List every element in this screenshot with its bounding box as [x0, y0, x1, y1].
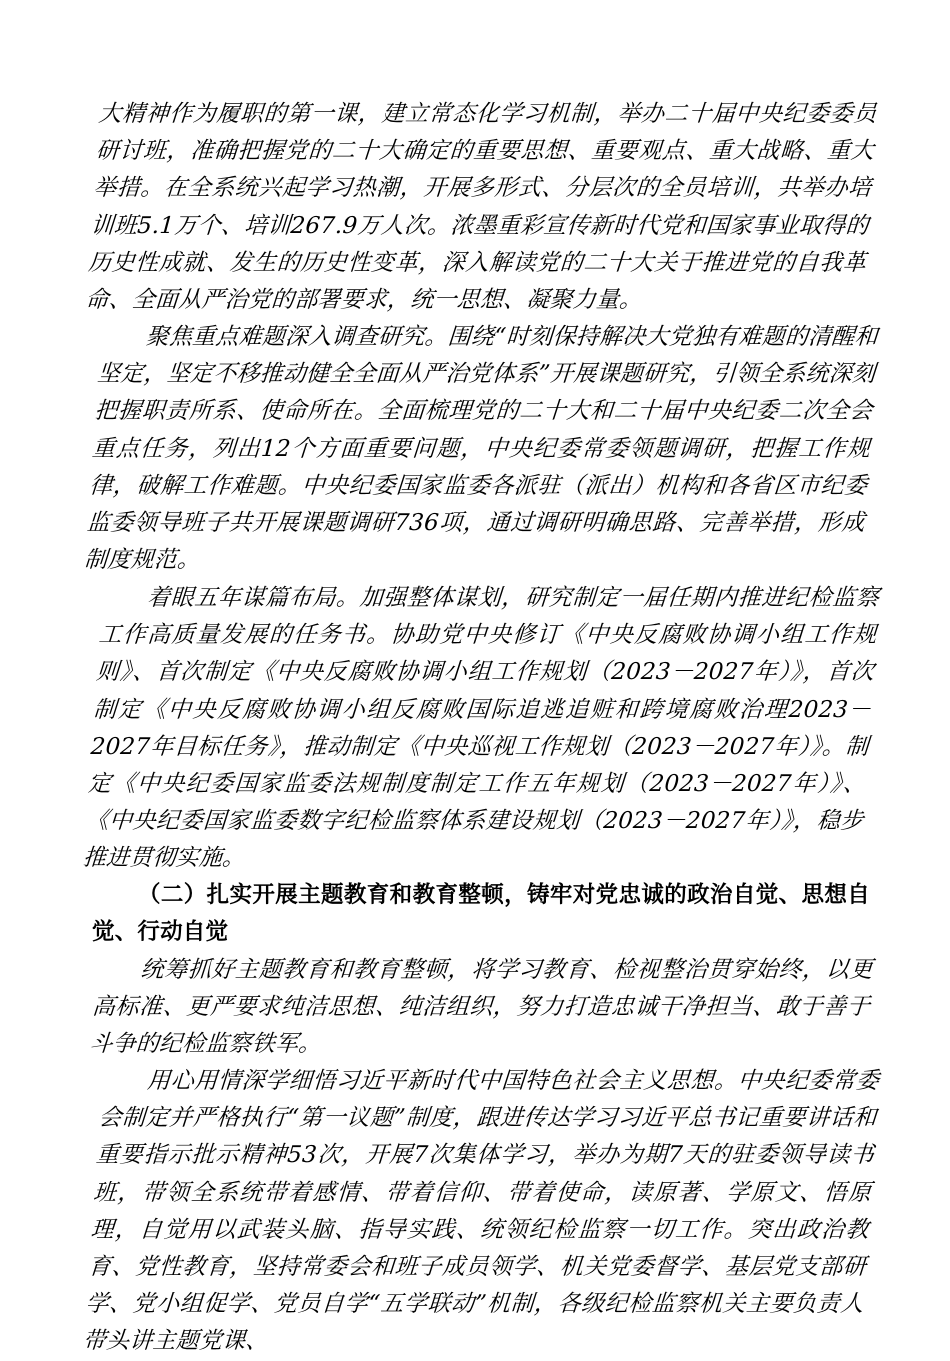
paragraph-study-thought: 用心用情深学细悟习近平新时代中国特色社会主义思想。中央纪委常委会制定并严格执行“第一议题”制度，跟进传达学习习近平总书记重要讲话和重要指示批示精神53次，开展7次集体学习，举办为期7天的驻委领导读书班，带领全系统带着感情、带着信仰、带着使命，读原著、学原文、悟原理，自觉用以武装头脑、指导实践、统领纪检监察一切工作。突出政治教育、党性教育，坚持常委会和班子成员领学、机关党委督学、基层党支部研学、党小组促学、党员自学“五学联动”机制，各级纪检监察机关主要负责人带头讲主题党课、	[82, 1068, 881, 1355]
section-heading: （二）扎实开展主题教育和教育整顿，铸牢对党忠诚的政治自觉、思想自觉、行动自觉	[92, 882, 870, 946]
paragraph-continuation: 大精神作为履职的第一课，建立常态化学习机制，举办二十届中央纪委委员研讨班，准确把握党的二十大确定的重要思想、重要观点、重大战略、重大举措。在全系统兴起学习热潮，开展多形式、分层次的全员培训，共举办培训班5.1万个、培训267.9万人次。浓墨重彩宣传新时代党和国家事业取得的历史性成就、发生的历史性变革，深入解读党的二十大关于推进党的自我革命、全面从严治党的部署要求，统一思想、凝聚力量。	[84, 101, 878, 314]
paragraph-education-overview: 统筹抓好主题教育和教育整顿，将学习教育、检视整治贯穿始终，以更高标准、更严要求纯洁思想、纯洁组织，努力打造忠诚干净担当、敢于善于斗争的纪检监察铁军。	[88, 956, 874, 1058]
paragraph-five-year-plan: 着眼五年谋篇布局。加强整体谋划，研究制定一届任期内推进纪检监察工作高质量发展的任务书。协助党中央修订《中央反腐败协调小组工作规则》、首次制定《中央反腐败协调小组工作规划（2023－2027年）》，首次制定《中央反腐败协调小组反腐败国际追逃追赃和跨境腐败治理2023－2027年目标任务》，推动制定《中央巡视工作规划（2023－2027年）》。制定《中央纪委国家监委法规制度制定工作五年规划（2023－2027年）》、《中央纪委国家监委数字纪检监察体系建设规划（2023－2027年）》，稳步推进贯彻实施。	[82, 584, 881, 872]
document-body	[82, 96, 881, 1361]
paragraph-research: 聚焦重点难题深入调查研究。围绕“时刻保持解决大党独有难题的清醒和坚定，坚定不移推动健全全面从严治党体系”开展课题研究，引领全系统深刻把握职责所系、使命所在。全面梳理党的二十大和二十届中央纪委二次全会重点任务，列出12个方面重要问题，中央纪委常委领题调研，把握工作规律，破解工作难题。中央纪委国家监委各派驻（派出）机构和各省区市纪委监委领导班子共开展课题调研736项，通过调研明确思路、完善举措，形成制度规范。	[83, 324, 879, 574]
